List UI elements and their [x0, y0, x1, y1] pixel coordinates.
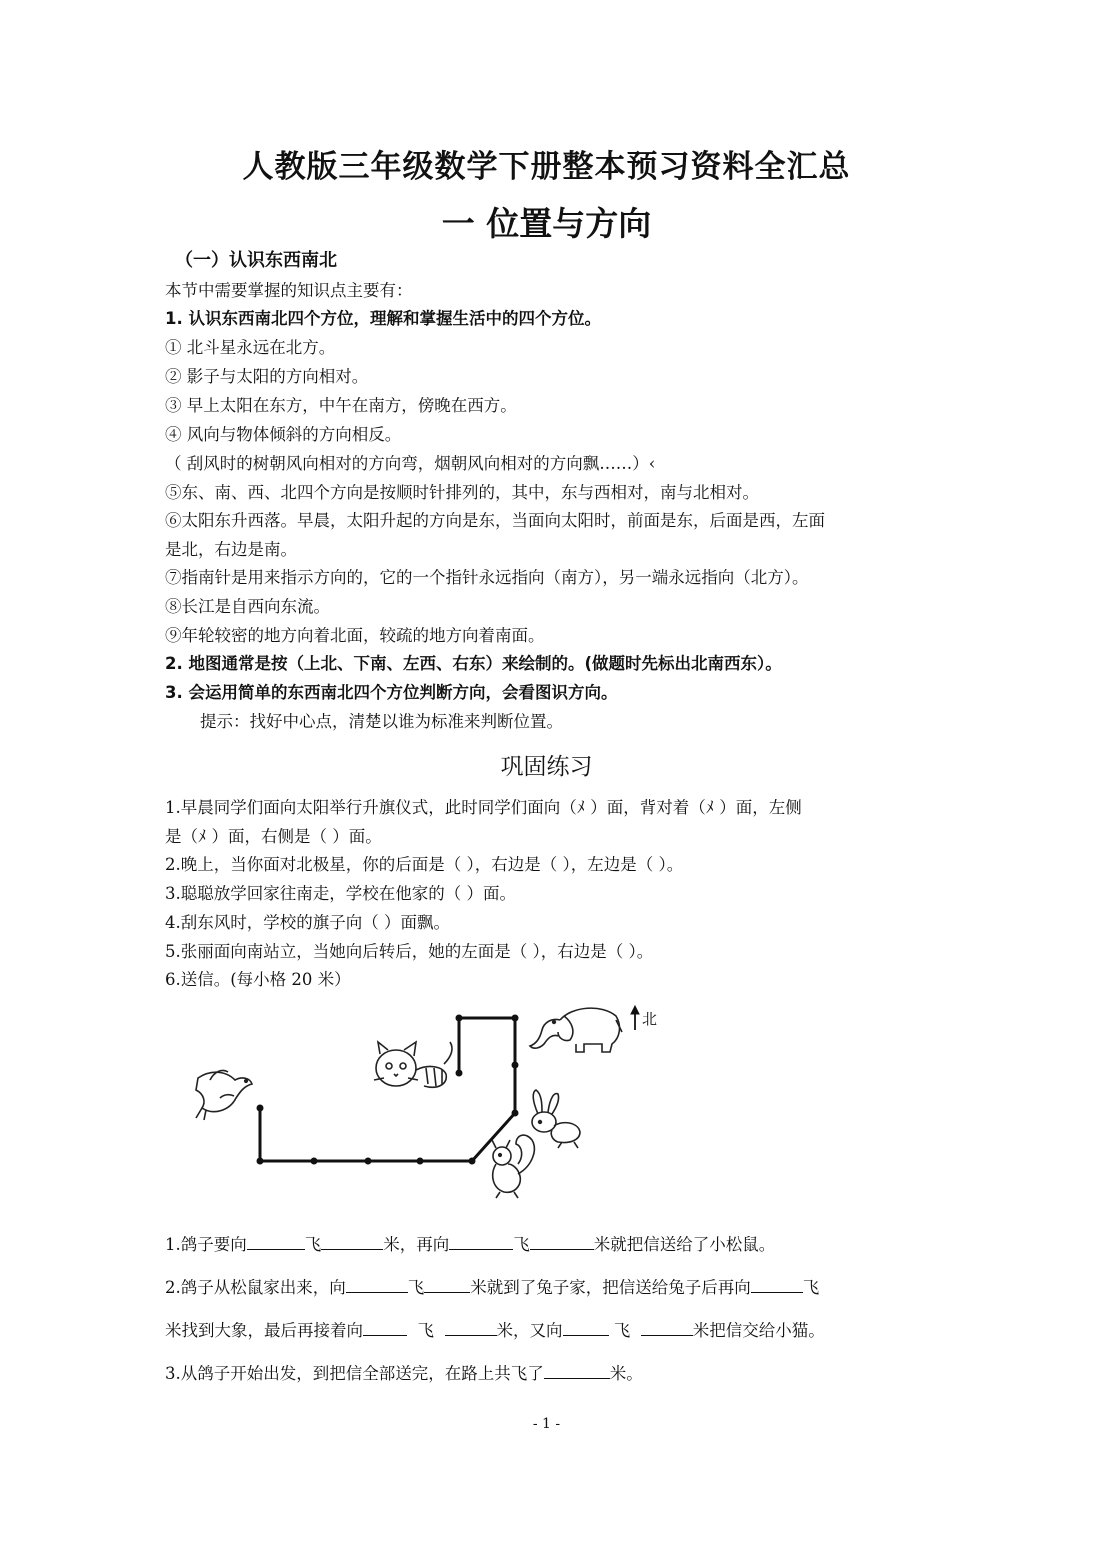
answer-blank[interactable] — [363, 1319, 407, 1336]
fill-text: 2.鸽子从松鼠家出来，向 — [165, 1278, 346, 1297]
unit-title: 一 位置与方向 — [441, 204, 652, 243]
list-item: 是北，右边是南。 — [165, 540, 297, 559]
north-label: 北 — [642, 1010, 658, 1028]
knowledge-point-2: 2. 地图通常是按（上北、下南、左西、右东）来绘制的。(做题时先标出北南西东）。 — [165, 654, 782, 673]
answer-blank[interactable] — [563, 1319, 609, 1336]
list-item: ① 北斗星永远在北方。 — [165, 338, 336, 357]
fill-text: 米就把信送给了小松鼠。 — [593, 1235, 776, 1254]
fill-text: 飞 — [407, 1278, 425, 1297]
list-item: ⑧长江是自西向东流。 — [165, 597, 330, 616]
answer-blank[interactable] — [449, 1233, 513, 1250]
fill-text: 3.从鸽子开始出发，到把信全部送完，在路上共飞了 — [165, 1364, 544, 1383]
answer-blank[interactable] — [641, 1319, 693, 1336]
list-item: ④ 风向与物体倾斜的方向相反。 — [165, 425, 402, 444]
cat-icon — [374, 1042, 452, 1087]
question-line: 3.聪聪放学回家往南走，学校在他家的（ ）面。 — [165, 884, 516, 903]
fill-text: 米，又向 — [496, 1321, 563, 1340]
list-item: （ 刮风时的树朝风向相对的方向弯，烟朝风向相对的方向飘……）‹ — [165, 454, 656, 473]
route-dots — [257, 1015, 519, 1165]
list-item: ⑦指南针是用来指示方向的，它的一个指针永远指向（南方），另一端永远指向（北方）。 — [165, 568, 809, 587]
elephant-icon — [530, 1008, 622, 1052]
fill-question-2-cont — [165, 1319, 825, 1342]
fill-text: 1.鸽子要向 — [165, 1235, 247, 1254]
knowledge-point-1: 1. 认识东西南北四个方位，理解和掌握生活中的四个方位。 — [165, 309, 601, 328]
fill-question-3 — [165, 1362, 643, 1385]
fill-text: 飞 — [802, 1278, 820, 1297]
squirrel-icon — [492, 1135, 534, 1198]
knowledge-point-3: 3. 会运用简单的东西南北四个方位判断方向，会看图识方向。 — [165, 683, 618, 702]
answer-blank[interactable] — [530, 1233, 594, 1250]
answer-blank[interactable] — [424, 1276, 470, 1293]
list-item: ⑨年轮较密的地方向着北面，较疏的地方向着南面。 — [165, 626, 545, 645]
question-line: 4.刮东风时，学校的旗子向（ ）面飘。 — [165, 913, 450, 932]
question-line: 是（ﾒ ）面，右侧是（ ）面。 — [165, 827, 382, 846]
fill-text: 飞 — [417, 1321, 434, 1340]
answer-blank[interactable] — [321, 1233, 383, 1250]
fill-question-2 — [165, 1276, 819, 1299]
fill-text: 飞 — [513, 1235, 530, 1254]
fill-text: 米把信交给小猫。 — [692, 1321, 825, 1340]
fill-question-1 — [165, 1233, 775, 1256]
north-arrow-icon — [631, 1006, 639, 1030]
fill-text: 米找到大象，最后再接着向 — [165, 1321, 363, 1340]
answer-blank[interactable] — [346, 1276, 408, 1293]
practice-heading: 巩固练习 — [500, 754, 593, 780]
list-item: ② 影子与太阳的方向相对。 — [165, 367, 369, 386]
list-item: ⑤东、南、西、北四个方向是按顺时针排列的，其中，东与西相对，南与北相对。 — [165, 483, 759, 502]
rabbit-icon — [532, 1090, 580, 1148]
page-number: - 1 - — [532, 1416, 561, 1432]
list-item: ③ 早上太阳在东方，中午在南方，傍晚在西方。 — [165, 396, 517, 415]
answer-blank[interactable] — [247, 1233, 305, 1250]
question-line: 5.张丽面向南站立，当她向后转后，她的左面是（ ），右边是（ ）。 — [165, 942, 654, 961]
fill-text: 米，再向 — [383, 1235, 450, 1254]
answer-blank[interactable] — [544, 1362, 610, 1379]
fill-text: 飞 — [304, 1235, 322, 1254]
question-line: 6.送信。(每小格 20 米） — [165, 970, 351, 989]
question-line: 1.早晨同学们面向太阳举行升旗仪式，此时同学们面向（ﾒ ）面，背对着（ﾒ ）面，左侧 — [165, 798, 802, 817]
list-item: ⑥太阳东升西落。早晨，太阳升起的方向是东，当面向太阳时，前面是东，后面是西，左面 — [165, 511, 825, 530]
intro-text: 本节中需要掌握的知识点主要有： — [165, 281, 413, 300]
document-title: 人教版三年级数学下册整本预习资料全汇总 — [242, 149, 851, 185]
fill-text: 米就到了兔子家，把信送给兔子后再向 — [470, 1278, 751, 1297]
fill-text: 飞 — [613, 1321, 631, 1340]
route-path — [260, 1018, 515, 1161]
answer-blank[interactable] — [751, 1276, 803, 1293]
tip-text: 提示：找好中心点，清楚以谁为标准来判断位置。 — [200, 712, 563, 731]
pigeon-icon — [196, 1070, 252, 1120]
answer-blank[interactable] — [445, 1319, 497, 1336]
route-diagram — [180, 998, 680, 1203]
section-heading: （一）认识东西南北 — [175, 250, 337, 271]
question-line: 2.晚上，当你面对北极星，你的后面是（ ），右边是（ ），左边是（ ）。 — [165, 855, 684, 874]
fill-text: 米。 — [609, 1364, 643, 1383]
